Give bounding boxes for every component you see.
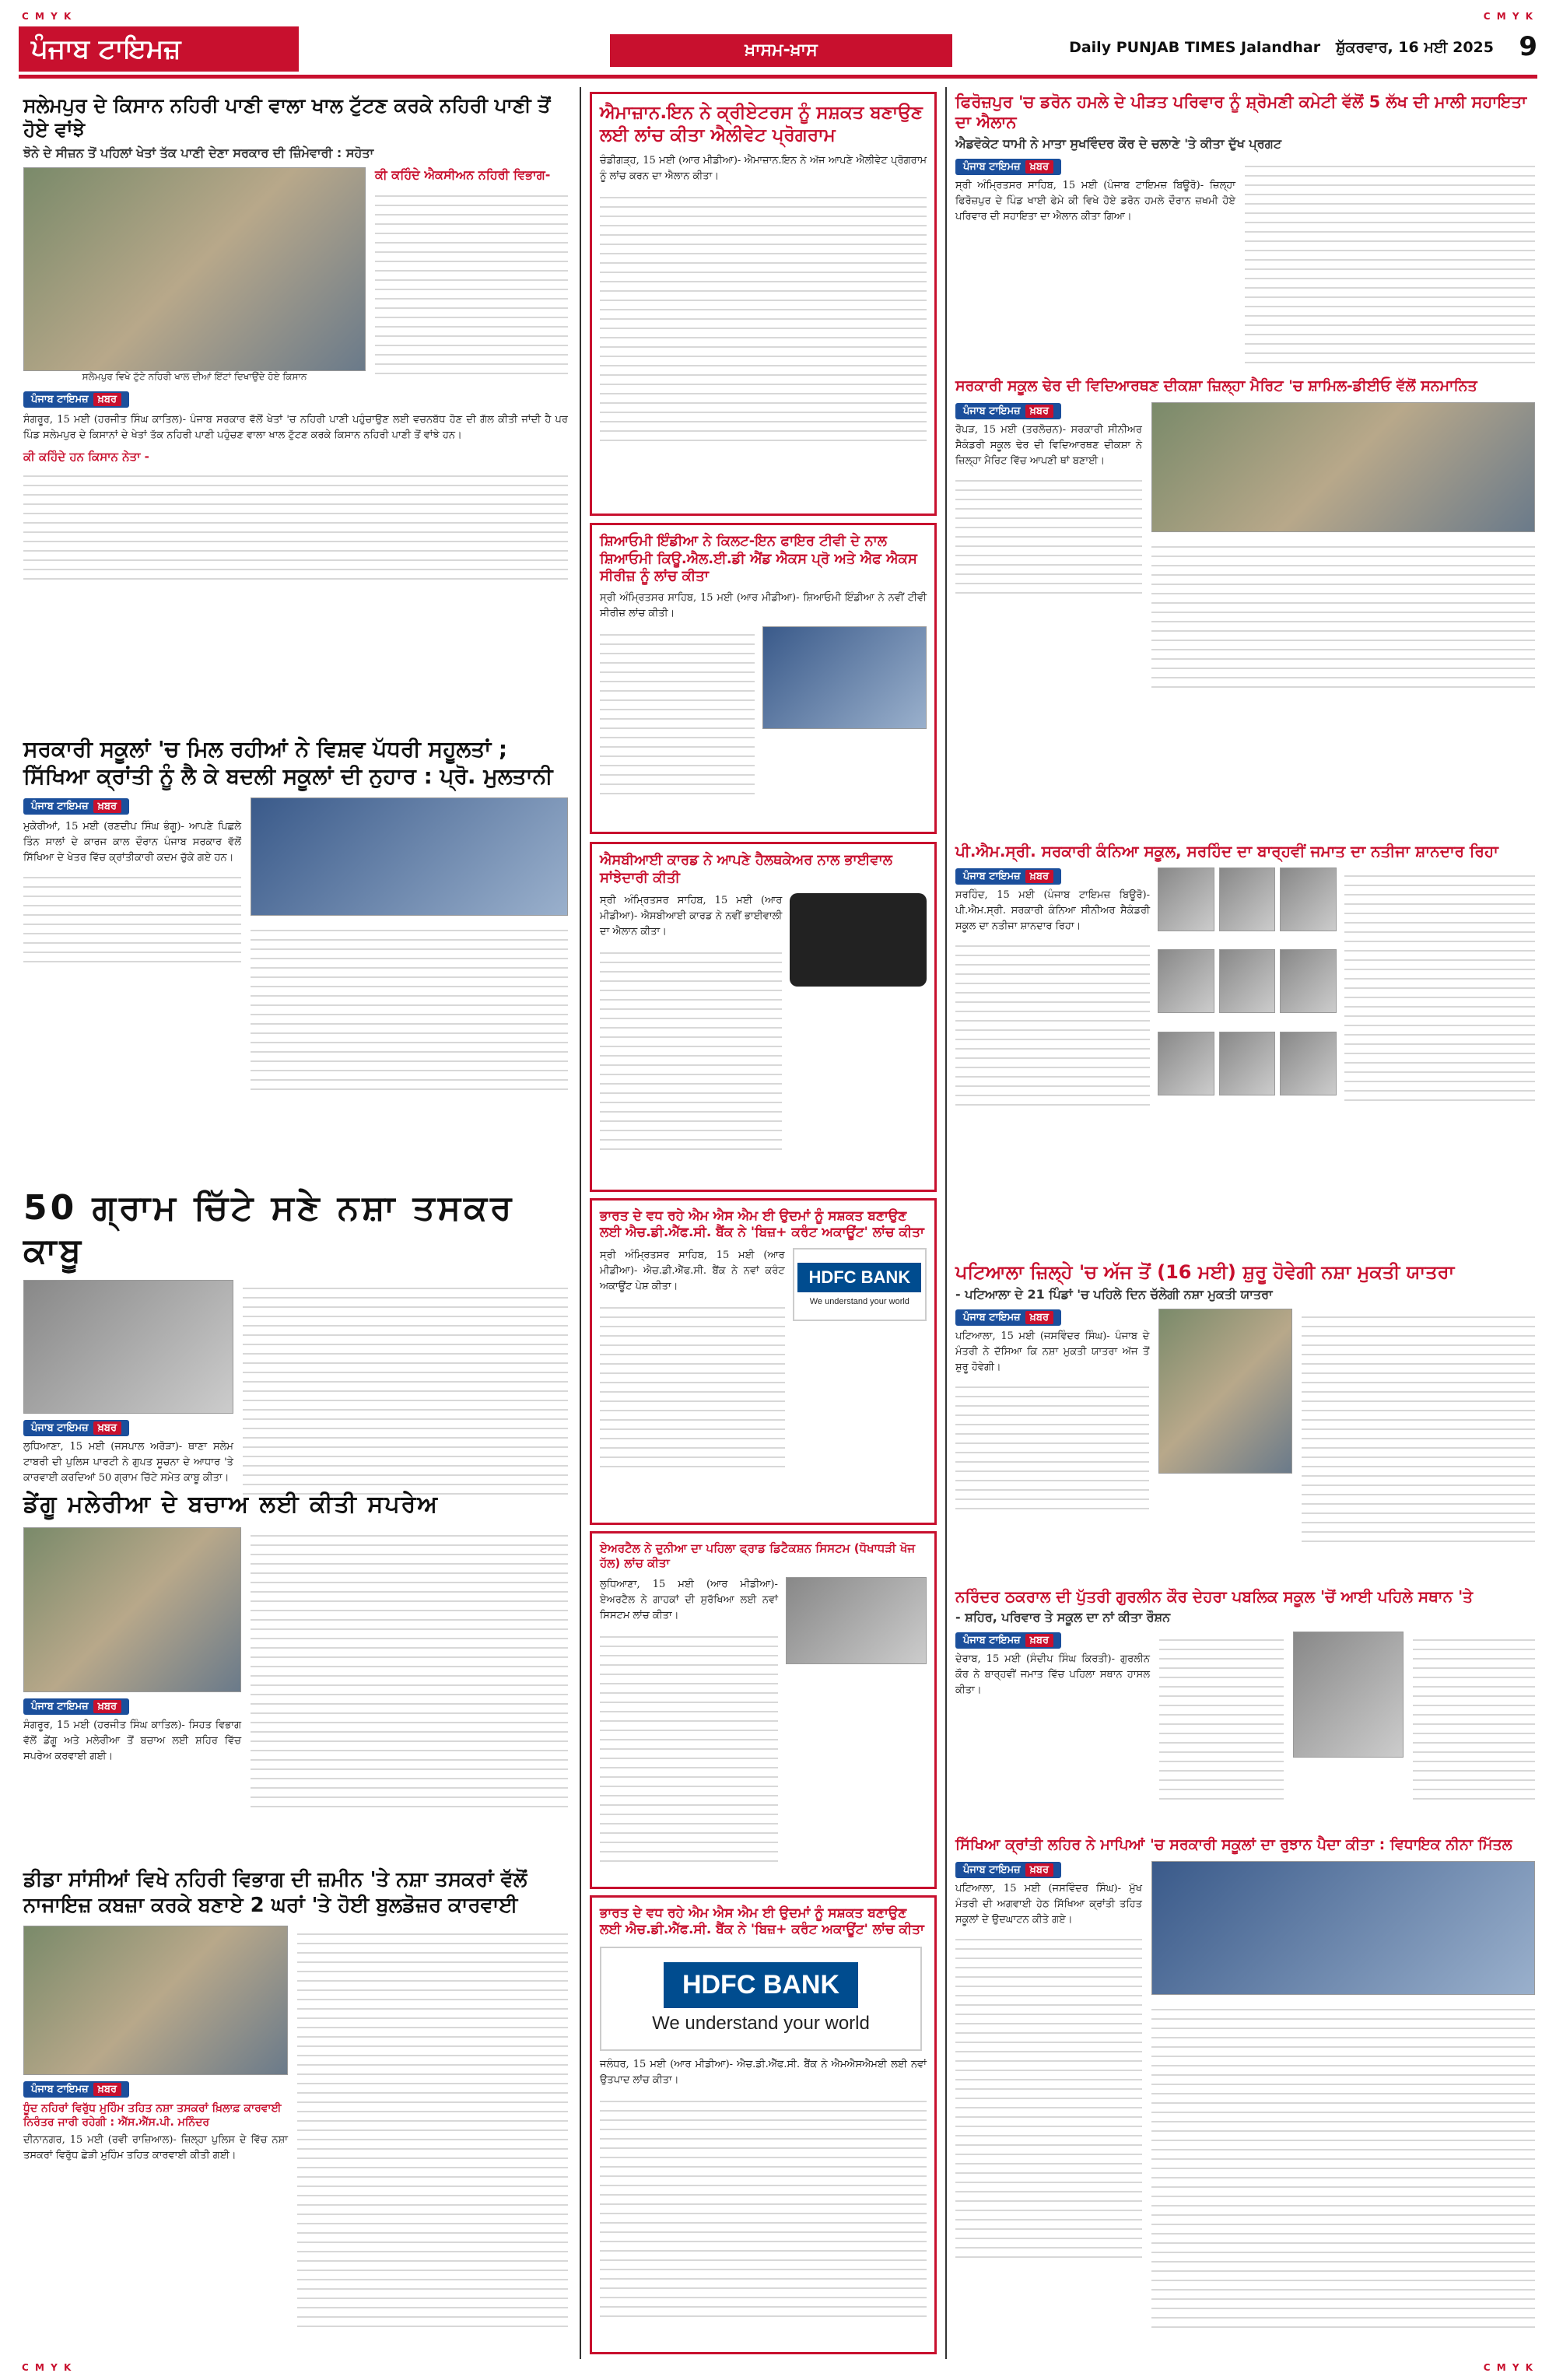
student-photo [1158,949,1214,1013]
text-block [955,472,1142,597]
registration-mark-bottom-left: C M Y K [22,2362,73,2373]
student-photo [1158,1032,1214,1095]
registration-mark-left: C M Y K [22,11,73,22]
student-photo [1280,868,1337,931]
byline-tag: ਪੰਜਾਬ ਟਾਇਮਜ਼ ਖ਼ਬਰ [23,2081,129,2098]
article-body: ਦੀਨਾਨਗਰ, 15 ਮਈ (ਰਵੀ ਰਾਜ਼ਿਆਲ)- ਜ਼ਿਲ੍ਹਾ ਪੁਲਿਸ ਦੇ ਵਿੱਚ ਨਸ਼ਾ ਤਸਕਰਾਂ ਵਿਰੁੱਧ ਛੇੜੀ ਮੁਹਿੰਮ ਤਹਿਤ ਕਾਰਵਾਈ ਕੀਤੀ ਗਈ। [23,2134,288,2162]
masthead [19,26,1537,79]
news-photo [1151,402,1535,532]
article-body: ਸ੍ਰੀ ਅੰਮ੍ਰਿਤਸਰ ਸਾਹਿਬ, 15 ਮਈ (ਪੰਜਾਬ ਟਾਇਮਜ਼ ਬਿਊਰੋ)- ਜ਼ਿਲ੍ਹਾ ਫਿਰੋਜ਼ਪੁਰ ਦੇ ਪਿੰਡ ਖਾਈ ਫੇਮੇ ਕੀ ਵਿਖੇ ਹੋਏ ਡਰੋਨ ਹਮਲੇ ਦੌਰਾਨ ਜ਼ਖਮੀ ਹੋਏ ਪਰਿਵਾਰ ਦੀ ਸਹਾਇਤਾ ਦਾ ਐਲਾਨ ਕੀਤਾ ਗਿਆ। [955,179,1235,223]
hdfc-logo: HDFC BANK We understand your world [793,1248,927,1321]
headline: ਐਸਬੀਆਈ ਕਾਰਡ ਨੇ ਆਪਣੇ ਹੈਲਥਕੇਅਰ ਨਾਲ ਭਾਈਵਾਲ ਸਾਂਝੇਦਾਰੀ ਕੀਤੀ [600,852,892,886]
headline: ਡੇਂਗੂ ਮਲੇਰੀਆ ਦੇ ਬਚਾਅ ਲਈ ਕੀਤੀ ਸਪਰੇਅ [23,1491,440,1518]
text-block [251,922,568,1093]
sidebar-heading: ਕੀ ਕਹਿੰਦੇ ਐਕਸੀਅਨ ਨਹਿਰੀ ਵਿਭਾਗ- [375,166,551,182]
text-block [600,189,927,446]
headline: ਭਾਰਤ ਦੇ ਵਧ ਰਹੇ ਐਮ ਐਸ ਐਮ ਈ ਉਦਮਾਂ ਨੂੰ ਸਸ਼ਕਤ ਬਣਾਉਣ ਲਈ ਐਚ.ਡੀ.ਐੱਫ.ਸੀ. ਬੈਂਕ ਨੇ 'ਬਿਜ਼+ ਕਰੰਟ ਅਕਾਊਂਟ' ਲਾਂਚ ਕੀਤਾ [600,1905,924,1938]
text-block [1159,1632,1284,1803]
headline: ਸਰਕਾਰੀ ਸਕੂਲ ਢੇਰ ਦੀ ਵਿਦਿਆਰਥਣ ਦੀਕਸ਼ਾ ਜ਼ਿਲ੍ਹਾ ਮੈਰਿਟ 'ਚ ਸ਼ਾਮਿਲ-ਡੀਈਓ ਵੱਲੋਂ ਸਨਮਾਨਿਤ [955,377,1477,394]
article-body: ਚੰਡੀਗੜ੍ਹ, 15 ਮਈ (ਆਰ ਮੀਡੀਆ)- ਐਮਾਜ਼ਾਨ.ਇਨ ਨੇ ਅੱਜ ਆਪਣੇ ਐਲੀਵੇਟ ਪ੍ਰੋਗਰਾਮ ਨੂੰ ਲਾਂਚ ਕਰਨ ਦਾ ਐਲਾਨ ਕੀਤਾ। [600,154,927,182]
credit-card-image [790,893,927,987]
student-photo [1280,1032,1337,1095]
text-block [1344,868,1535,1109]
byline-tag: ਪੰਜਾਬ ਟਾਇਮਜ਼ ਖ਼ਬਰ [955,1862,1061,1878]
article-ferozepur-drone [955,92,1535,368]
text-block [955,1931,1142,2258]
news-photo [251,797,568,916]
tv-product-photo [762,626,927,729]
text-block [375,188,568,374]
hdfc-logo: HDFC BANK We understand your world [600,1947,922,2051]
student-photo [1219,949,1276,1013]
news-photo [23,167,366,371]
column-rule [945,87,947,2359]
article-hdfc-1 [590,1198,937,1525]
article-dengue-spray [23,1490,568,1807]
byline-tag: ਪੰਜਾਬ ਟਾਇਮਜ਼ ਖ਼ਬਰ [955,403,1061,419]
article-sbi-card [590,842,937,1192]
student-photo [1219,1032,1276,1095]
article-nina-mittal [955,1836,1535,2328]
article-body: ਮੁਕੇਰੀਆਂ, 15 ਮਈ (ਰਣਦੀਪ ਸਿੰਘ ਭੰਗੂ)- ਆਪਣੇ ਪਿਛਲੇ ਤਿੰਨ ਸਾਲਾਂ ਦੇ ਕਾਰਜ ਕਾਲ ਦੌਰਾਨ ਪੰਜਾਬ ਸਰਕਾਰ ਵੱਲੋਂ ਸਿੱਖਿਆ ਦੇ ਖੇਤਰ ਵਿੱਚ ਕ੍ਰਾਂਤੀਕਾਰੀ ਕਦਮ ਚੁੱਕੇ ਗਏ ਹਨ। [23,821,241,864]
byline-tag: ਪੰਜਾਬ ਟਾਇਮਜ਼ ਖ਼ਬਰ [23,1698,129,1715]
page-number: 9 [1519,31,1537,62]
news-photo [23,1926,288,2075]
issue-date: ਸ਼ੁੱਕਰਵਾਰ, 16 ਮਈ 2025 [1335,39,1494,56]
article-xiaomi [590,523,937,834]
text-block [1151,2001,1535,2328]
article-bulldozer-action [23,1867,568,2330]
article-sirhind-result [955,842,1535,1109]
subheadline: - ਸ਼ਹਿਰ, ਪਰਿਵਾਰ ਤੇ ਸਕੂਲ ਦਾ ਨਾਂ ਕੀਤਾ ਰੌਸ਼ਨ [955,1610,1171,1625]
article-airtel [590,1531,937,1889]
article-body: ਰੋਪੜ, 15 ਮਈ (ਤਰਲੋਚਨ)- ਸਰਕਾਰੀ ਸੀਨੀਅਰ ਸੈਕੰਡਰੀ ਸਕੂਲ ਢੇਰ ਦੀ ਵਿਦਿਆਰਥਣ ਦੀਕਸ਼ਾ ਨੇ ਜ਼ਿਲ੍ਹਾ ਮੈਰਿਟ ਵਿੱਚ ਆਪਣੀ ਥਾਂ ਬਣਾਈ। [955,423,1142,468]
headline: ਫਿਰੋਜ਼ਪੁਰ 'ਚ ਡਰੋਨ ਹਮਲੇ ਦੇ ਪੀੜਤ ਪਰਿਵਾਰ ਨੂੰ ਸ਼੍ਰੋਮਣੀ ਕਮੇਟੀ ਵੱਲੋਂ 5 ਲੱਖ ਦੀ ਮਾਲੀ ਸਹਾਇਤਾ ਦਾ ਐਲਾਨ [955,93,1527,132]
article-body: ਸ੍ਰੀ ਅੰਮ੍ਰਿਤਸਰ ਸਾਹਿਬ, 15 ਮਈ (ਆਰ ਮੀਡੀਆ)- ਸ਼ਿਆਓਮੀ ਇੰਡੀਆ ਨੇ ਨਵੀਂ ਟੀਵੀ ਸੀਰੀਜ਼ ਲਾਂਚ ਕੀਤੀ। [600,591,927,619]
column-rule [580,87,581,2359]
text-block [600,945,782,1155]
news-photo [1151,1861,1535,1995]
subheadline: ਝੋਨੇ ਦੇ ਸੀਜ਼ਨ ਤੋਂ ਪਹਿਲਾਂ ਖੇਤਾਂ ਤੱਕ ਪਾਣੀ ਦੇਣਾ ਸਰਕਾਰ ਦੀ ਜ਼ਿੰਮੇਵਾਰੀ : ਸਹੋਤਾ [23,145,374,160]
headline: ਸਿੱਖਿਆ ਕ੍ਰਾਂਤੀ ਲਹਿਰ ਨੇ ਮਾਪਿਆਂ 'ਚ ਸਰਕਾਰੀ ਸਕੂਲਾਂ ਦਾ ਰੁਝਾਨ ਪੈਦਾ ਕੀਤਾ : ਵਿਧਾਇਕ ਨੀਨਾ ਮਿੱਤਲ [955,1836,1512,1853]
student-photo [1219,868,1276,931]
article-body: ਲੁਧਿਆਣਾ, 15 ਮਈ (ਜਸਪਾਲ ਅਰੋੜਾ)- ਥਾਣਾ ਸਲੇਮ ਟਾਬਰੀ ਦੀ ਪੁਲਿਸ ਪਾਰਟੀ ਨੇ ਗੁਪਤ ਸੂਚਨਾ ਦੇ ਆਧਾਰ 'ਤੇ ਕਾਰਵਾਈ ਕਰਦਿਆਂ 50 ਗ੍ਰਾਮ ਚਿੱਟੇ ਸਮੇਤ ਕਾਬੂ ਕੀਤਾ। [23,1441,233,1484]
headline: ਡੀਡਾ ਸਾਂਸੀਆਂ ਵਿਖੇ ਨਹਿਰੀ ਵਿਭਾਗ ਦੀ ਜ਼ਮੀਨ 'ਤੇ ਨਸ਼ਾ ਤਸਕਰਾਂ ਵੱਲੋਂ ਨਾਜਾਇਜ਼ ਕਬਜ਼ਾ ਕਰਕੇ ਬਣਾਏ 2 ਘਰਾਂ 'ਤੇ ਹੋਈ ਬੁਲਡੋਜ਼ਰ ਕਾਰਵਾਈ [23,1868,527,1917]
text-block [23,869,241,970]
photo-caption: ਸਲੇਮਪੁਰ ਵਿਖੇ ਟੁੱਟੇ ਨਹਿਰੀ ਖਾਲ ਦੀਆਂ ਇੱਟਾਂ ਦਿਖਾਉਂਦੇ ਹੋਏ ਕਿਸਾਨ [82,370,307,382]
headline: ਸ਼ਿਆਓਮੀ ਇੰਡੀਆ ਨੇ ਕਿਲਟ-ਇਨ ਫਾਇਰ ਟੀਵੀ ਦੇ ਨਾਲ ਸ਼ਿਆਓਮੀ ਕਿਊ.ਐਲ.ਈ.ਡੀ ਐਂਡ ਐਕਸ ਪ੍ਰੋ ਅਤੇ ਐਫ ਐਕਸ ਸੀਰੀਜ਼ ਨੂੰ ਲਾਂਚ ਕੀਤਾ [600,533,917,584]
headline: ਐਮਾਜ਼ਾਨ.ਇਨ ਨੇ ਕ੍ਰੀਏਟਰਸ ਨੂੰ ਸਸ਼ਕਤ ਬਣਾਉਣ ਲਈ ਲਾਂਚ ਕੀਤਾ ਐਲੀਵੇਟ ਪ੍ਰੋਗਰਾਮ [600,103,923,145]
byline-tag: ਪੰਜਾਬ ਟਾਇਮਜ਼ ਖ਼ਬਰ [955,159,1061,175]
article-body: ਸ੍ਰੀ ਅੰਮ੍ਰਿਤਸਰ ਸਾਹਿਬ, 15 ਮਈ (ਆਰ ਮੀਡੀਆ)- ਐਸਬੀਆਈ ਕਾਰਡ ਨੇ ਨਵੀਂ ਭਾਈਵਾਲੀ ਦਾ ਐਲਾਨ ਕੀਤਾ। [600,895,783,938]
article-patiala-yatra [955,1260,1535,1542]
text-block [600,1299,785,1470]
headline: ਏਅਰਟੈਲ ਨੇ ਦੁਨੀਆ ਦਾ ਪਹਿਲਾ ਫ੍ਰਾਡ ਡਿਟੈਕਸ਼ਨ ਸਿਸਟਮ (ਧੋਖਾਧੜੀ ਖੋਜ ਹੱਲ) ਲਾਂਚ ਕੀਤਾ [600,1541,916,1570]
article-body: ਜਲੰਧਰ, 15 ਮਈ (ਆਰ ਮੀਡੀਆ)- ਐਚ.ਡੀ.ਐੱਫ.ਸੀ. ਬੈਂਕ ਨੇ ਐਮਐਸਐਮਈ ਲਈ ਨਵਾਂ ਉਤਪਾਦ ਲਾਂਚ ਕੀਤਾ। [600,2058,927,2086]
paper-name: Daily PUNJAB TIMES Jalandhar [1069,39,1321,56]
article-hdfc-2 [590,1895,937,2354]
headline: ਪੀ.ਐਮ.ਸ੍ਰੀ. ਸਰਕਾਰੀ ਕੰਨਿਆ ਸਕੂਲ, ਸਰਹਿੰਦ ਦਾ ਬਾਰ੍ਹਵੀਂ ਜਮਾਤ ਦਾ ਨਤੀਜਾ ਸ਼ਾਨਦਾਰ ਰਿਹਾ [955,842,1498,861]
byline-tag: ਪੰਜਾਬ ਟਾਇਮਜ਼ ਖ਼ਬਰ [23,391,129,408]
student-photo [1158,868,1214,931]
sidebar-heading: ਕੀ ਕਹਿੰਦੇ ਹਨ ਕਿਸਾਨ ਨੇਤਾ - [23,449,149,464]
news-photo [23,1527,241,1692]
article-salempur [23,93,568,584]
article-school-facilities [23,735,568,1093]
text-block [600,2093,927,2319]
article-body: ਸਰਹਿੰਦ, 15 ਮਈ (ਪੰਜਾਬ ਟਾਇਮਜ਼ ਬਿਊਰੋ)- ਪੀ.ਐਮ.ਸ੍ਰੀ. ਸਰਕਾਰੀ ਕੰਨਿਆ ਸੀਨੀਅਰ ਸੈਕੰਡਰੀ ਸਕੂਲ ਦਾ ਨਤੀਜਾ ਸ਼ਾਨਦਾਰ ਰਿਹਾ। [955,889,1150,933]
text-block [600,626,755,797]
text-block [297,1926,568,2330]
headline: ਨਰਿੰਦਰ ਠਕਰਾਲ ਦੀ ਪੁੱਤਰੀ ਗੁਰਲੀਨ ਕੌਰ ਦੇਹਰਾ ਪਬਲਿਕ ਸਕੂਲ 'ਚੋਂ ਆਈ ਪਹਿਲੇ ਸਥਾਨ 'ਤੇ [955,1587,1474,1606]
article-dheer-school [955,377,1535,694]
byline-tag: ਪੰਜਾਬ ਟਾਇਮਜ਼ ਖ਼ਬਰ [955,868,1061,885]
headline: 50 ਗ੍ਰਾਮ ਚਿੱਟੇ ਸਣੇ ਨਸ਼ਾ ਤਸਕਰ ਕਾਬੂ [23,1188,515,1271]
article-body: ਲੁਧਿਆਣਾ, 15 ਮਈ (ਆਰ ਮੀਡੀਆ)- ਏਅਰਟੈਲ ਨੇ ਗਾਹਕਾਂ ਦੀ ਸੁਰੱਖਿਆ ਲਈ ਨਵਾਂ ਸਿਸਟਮ ਲਾਂਚ ਕੀਤਾ। [600,1578,778,1621]
byline-tag: ਪੰਜਾਬ ਟਾਇਮਜ਼ ਖ਼ਬਰ [23,1420,129,1436]
text-block [1302,1309,1535,1542]
article-gurleen-kaur [955,1587,1535,1803]
article-drug-smuggler [23,1186,568,1498]
article-body: ਦੇਰਾਬ, 15 ਮਈ (ਸੰਦੀਪ ਸਿੰਘ ਕਿਰਤੀ)- ਗੁਰਲੀਨ ਕੌਰ ਨੇ ਬਾਰ੍ਹਵੀਂ ਜਮਾਤ ਵਿੱਚ ਪਹਿਲਾ ਸਥਾਨ ਹਾਸਲ ਕੀਤਾ। [955,1653,1150,1697]
dateline [1069,39,1494,56]
byline-tag: ਪੰਜਾਬ ਟਾਇਮਜ਼ ਖ਼ਬਰ [955,1309,1061,1326]
news-photo [1158,1309,1292,1474]
text-block [955,938,1150,1109]
article-body: ਪਟਿਆਲਾ, 15 ਮਈ (ਜਸਵਿੰਦਰ ਸਿੰਘ)- ਪੰਜਾਬ ਦੇ ਮੰਤਰੀ ਨੇ ਦੱਸਿਆ ਕਿ ਨਸ਼ਾ ਮੁਕਤੀ ਯਾਤਰਾ ਅੱਜ ਤੋਂ ਸ਼ੁਰੂ ਹੋਵੇਗੀ। [955,1330,1150,1374]
article-body: ਸੰਗਰੂਰ, 15 ਮਈ (ਹਰਜੀਤ ਸਿੰਘ ਕਾਤਿਲ)- ਪੰਜਾਬ ਸਰਕਾਰ ਵੱਲੋਂ ਖੇਤਾਂ 'ਚ ਨਹਿਰੀ ਪਾਣੀ ਪਹੁੰਚਾਉਣ ਲਈ ਵਚਨਬੱਧ ਹੋਣ ਦੀ ਗੱਲ ਕੀਤੀ ਜਾਂਦੀ ਹੈ ਪਰ ਪਿੰਡ ਸਲੇਮਪੁਰ ਦੇ ਕਿਸਾਨਾਂ ਦੇ ਖੇਤਾਂ ਤੱਕ ਨਹਿਰੀ ਪਾਣੀ ਪਹੁੰਚਣ ਵਾਲਾ ਖਾਲ ਟੁੱਟਣ ਕਰਕੇ ਕਿਸਾਨ ਨਹਿਰੀ ਪਾਣੀ ਤੋਂ ਵਾਂਝੇ ਹਨ। [23,413,568,441]
news-photo [23,1280,233,1414]
headline: ਪਟਿਆਲਾ ਜ਼ਿਲ੍ਹੇ 'ਚ ਅੱਜ ਤੋਂ (16 ਮਈ) ਸ਼ੁਰੂ ਹੋਵੇਗੀ ਨਸ਼ਾ ਮੁਕਤੀ ਯਾਤਰਾ [955,1261,1455,1283]
subheadline: ਐਡਵੋਕੇਟ ਧਾਮੀ ਨੇ ਮਾਤਾ ਸੁਖਵਿੰਦਰ ਕੌਰ ਦੇ ਚਲਾਣੇ 'ਤੇ ਕੀਤਾ ਦੁੱਖ ਪ੍ਰਗਟ [955,135,1282,151]
text-block [251,1527,568,1807]
article-body: ਪਟਿਆਲਾ, 15 ਮਈ (ਜਸਵਿੰਦਰ ਸਿੰਘ)- ਮੁੱਖ ਮੰਤਰੀ ਦੀ ਅਗਵਾਈ ਹੇਠ ਸਿੱਖਿਆ ਕ੍ਰਾਂਤੀ ਤਹਿਤ ਸਕੂਲਾਂ ਦੇ ਉਦਘਾਟਨ ਕੀਤੇ ਗਏ। [955,1882,1142,1926]
subheadline: - ਪਟਿਆਲਾ ਦੇ 21 ਪਿੰਡਾਂ 'ਚ ਪਹਿਲੇ ਦਿਨ ਚੱਲੇਗੀ ਨਸ਼ਾ ਮੁਕਤੀ ਯਾਤਰਾ [955,1287,1273,1302]
newspaper-logo: ਪੰਜਾਬ ਟਾਇਮਜ਼ [19,26,299,72]
section-title: ਖ਼ਾਸਮ-ਖ਼ਾਸ [610,34,952,67]
text-block [23,468,568,584]
text-block [1413,1632,1535,1803]
pull-quote: ਧੂੰਦ ਨਹਿਰਾਂ ਵਿਰੁੱਧ ਮੁਹਿੰਮ ਤਹਿਤ ਨਸ਼ਾ ਤਸਕਰਾਂ ਖ਼ਿਲਾਫ਼ ਕਾਰਵਾਈ ਨਿਰੰਤਰ ਜਾਰੀ ਰਹੇਗੀ : ਐੱਸ.ਐੱਸ.ਪੀ. ਮਨਿੰਦਰ [23,2102,282,2129]
headline: ਸਲੇਮਪੁਰ ਦੇ ਕਿਸਾਨ ਨਹਿਰੀ ਪਾਣੀ ਵਾਲਾ ਖਾਲ ਟੁੱਟਣ ਕਰਕੇ ਨਹਿਰੀ ਪਾਣੀ ਤੋਂ ਹੋਏ ਵਾਂਝੇ [23,94,551,142]
article-amazon [590,92,937,516]
student-photo-grid [1158,868,1337,1109]
registration-mark-bottom-right: C M Y K [1483,2362,1534,2373]
byline-tag: ਪੰਜਾਬ ਟਾਇਮਜ਼ ਖ਼ਬਰ [23,798,129,815]
headline: ਸਰਕਾਰੀ ਸਕੂਲਾਂ 'ਚ ਮਿਲ ਰਹੀਆਂ ਨੇ ਵਿਸ਼ਵ ਪੱਧਰੀ ਸਹੂਲਤਾਂ ; ਸਿੱਖਿਆ ਕ੍ਰਾਂਤੀ ਨੂੰ ਲੈ ਕੇ ਬਦਲੀ ਸਕੂਲਾਂ ਦੀ ਨੁਹਾਰ : ਪ੍ਰੋ. ਮੁਲਤਾਨੀ [23,736,553,789]
text-block [1245,158,1535,368]
byline-tag: ਪੰਜਾਬ ਟਾਇਮਜ਼ ਖ਼ਬਰ [955,1632,1061,1649]
student-photo [1293,1632,1404,1758]
text-block [243,1280,568,1498]
text-block [600,1628,778,1862]
student-photo [1280,949,1337,1013]
registration-mark-right: C M Y K [1483,11,1534,22]
text-block [955,1379,1149,1511]
phone-product-photo [786,1577,927,1664]
text-block [1151,538,1535,694]
article-body: ਸੰਗਰੂਰ, 15 ਮਈ (ਹਰਜੀਤ ਸਿੰਘ ਕਾਤਿਲ)- ਸਿਹਤ ਵਿਭਾਗ ਵੱਲੋਂ ਡੇਂਗੂ ਅਤੇ ਮਲੇਰੀਆ ਤੋਂ ਬਚਾਅ ਲਈ ਸ਼ਹਿਰ ਵਿੱਚ ਸਪਰੇਅ ਕਰਵਾਈ ਗਈ। [23,1719,241,1762]
article-body: ਸ੍ਰੀ ਅੰਮ੍ਰਿਤਸਰ ਸਾਹਿਬ, 15 ਮਈ (ਆਰ ਮੀਡੀਆ)- ਐਚ.ਡੀ.ਐੱਫ.ਸੀ. ਬੈਂਕ ਨੇ ਨਵਾਂ ਕਰੰਟ ਅਕਾਊਂਟ ਪੇਸ਼ ਕੀਤਾ। [600,1249,785,1292]
headline: ਭਾਰਤ ਦੇ ਵਧ ਰਹੇ ਐਮ ਐਸ ਐਮ ਈ ਉਦਮਾਂ ਨੂੰ ਸਸ਼ਕਤ ਬਣਾਉਣ ਲਈ ਐਚ.ਡੀ.ਐੱਫ.ਸੀ. ਬੈਂਕ ਨੇ 'ਬਿਜ਼+ ਕਰੰਟ ਅਕਾਊਂਟ' ਲਾਂਚ ਕੀਤਾ [600,1208,924,1241]
